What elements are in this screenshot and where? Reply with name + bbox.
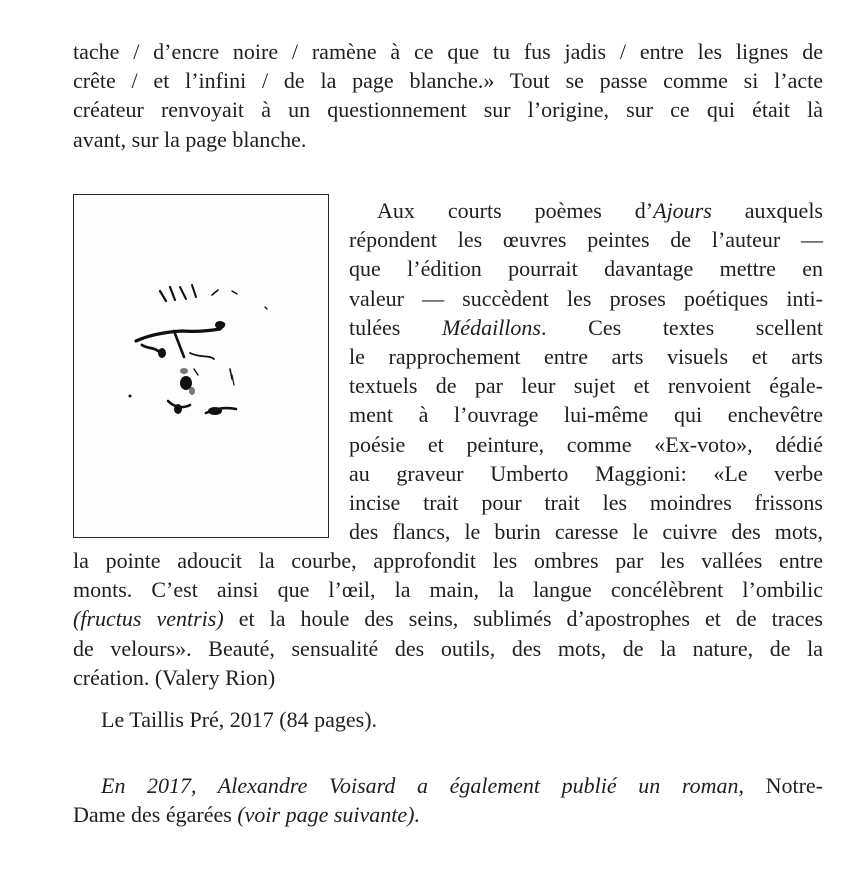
ink-illustration — [73, 194, 329, 538]
text-run: Aux courts poèmes d’ — [377, 198, 654, 223]
text-line — [349, 196, 823, 225]
text-line: au graveur Umberto Maggioni: «Le verbe — [349, 460, 823, 486]
book-title-ajours: Ajours — [653, 198, 712, 223]
see-next-page-note: (voir page suivante). — [237, 802, 420, 828]
text-line: monts. C’est ainsi que l’œil, la main, la langue concélèbrent l’ombilic — [73, 577, 823, 603]
text-line: la pointe adoucit la courbe, approfondit les ombres par les vallées entre — [73, 548, 823, 573]
text-line: créateur renvoyait à un questionnement sur l’origine, sur ce qui était là — [73, 97, 823, 123]
text-line: avant, sur la page blanche. — [73, 126, 307, 152]
text-line: incise trait pour trait les moindres frissons — [349, 490, 823, 516]
text-line: création. (Valery Rion) — [73, 664, 276, 690]
paragraph-intro — [73, 37, 823, 154]
text-line: valeur — succèdent les proses poétiques inti- — [349, 285, 823, 311]
text-line: poésie et peinture, comme «Ex-voto», dédié — [349, 431, 823, 457]
text-line: le rapprochement entre arts visuels et arts — [349, 344, 823, 370]
text-line: répondent les œuvres peintes de l’auteur — — [349, 227, 823, 253]
ink-sketch-image — [74, 195, 328, 537]
publication-info: Le Taillis Pré, 2017 (84 pages). — [101, 707, 378, 732]
footnote — [73, 771, 823, 829]
text-run: . Ces textes scellent — [540, 314, 823, 340]
text-line — [73, 771, 823, 800]
text-run: auxquels — [711, 198, 823, 223]
text-line: textuels de par leur sujet et renvoient égale- — [349, 373, 823, 399]
work-title-medaillons: Médaillons — [441, 314, 541, 340]
latin-phrase: (fructus ventris) — [73, 606, 224, 632]
text-line — [73, 604, 823, 633]
text-line: ment à l’ouvrage lui-même qui enchevêtre — [349, 402, 823, 428]
text-line: de velours». Beauté, sensualité des outils, des mots, de la nature, de la — [73, 635, 823, 661]
text-run: et la houle des seins, sublimés d’apostrophes et de traces — [223, 606, 823, 632]
paragraph-medaillons-continued — [73, 546, 823, 692]
text-line: des flancs, le burin caresse le cuivre des mots, — [349, 519, 823, 545]
text-line — [73, 800, 823, 829]
text-line: tache / d’encre noire / ramène à ce que tu fus jadis / entre les lignes de — [73, 39, 823, 64]
text-run: Dame des égarées — [73, 802, 238, 828]
text-line: crête / et l’infini / de la page blanche.» Tout se passe comme si l’acte — [73, 68, 823, 94]
paragraph-medaillons — [349, 196, 823, 546]
text-run: En 2017, Alexandre Voisard a également publié un roman, — [101, 773, 744, 798]
text-run: Notre- — [743, 773, 823, 798]
text-line — [349, 313, 823, 342]
text-line: que l’édition pourrait davantage mettre en — [349, 256, 823, 282]
text-run: tulées — [349, 314, 442, 340]
